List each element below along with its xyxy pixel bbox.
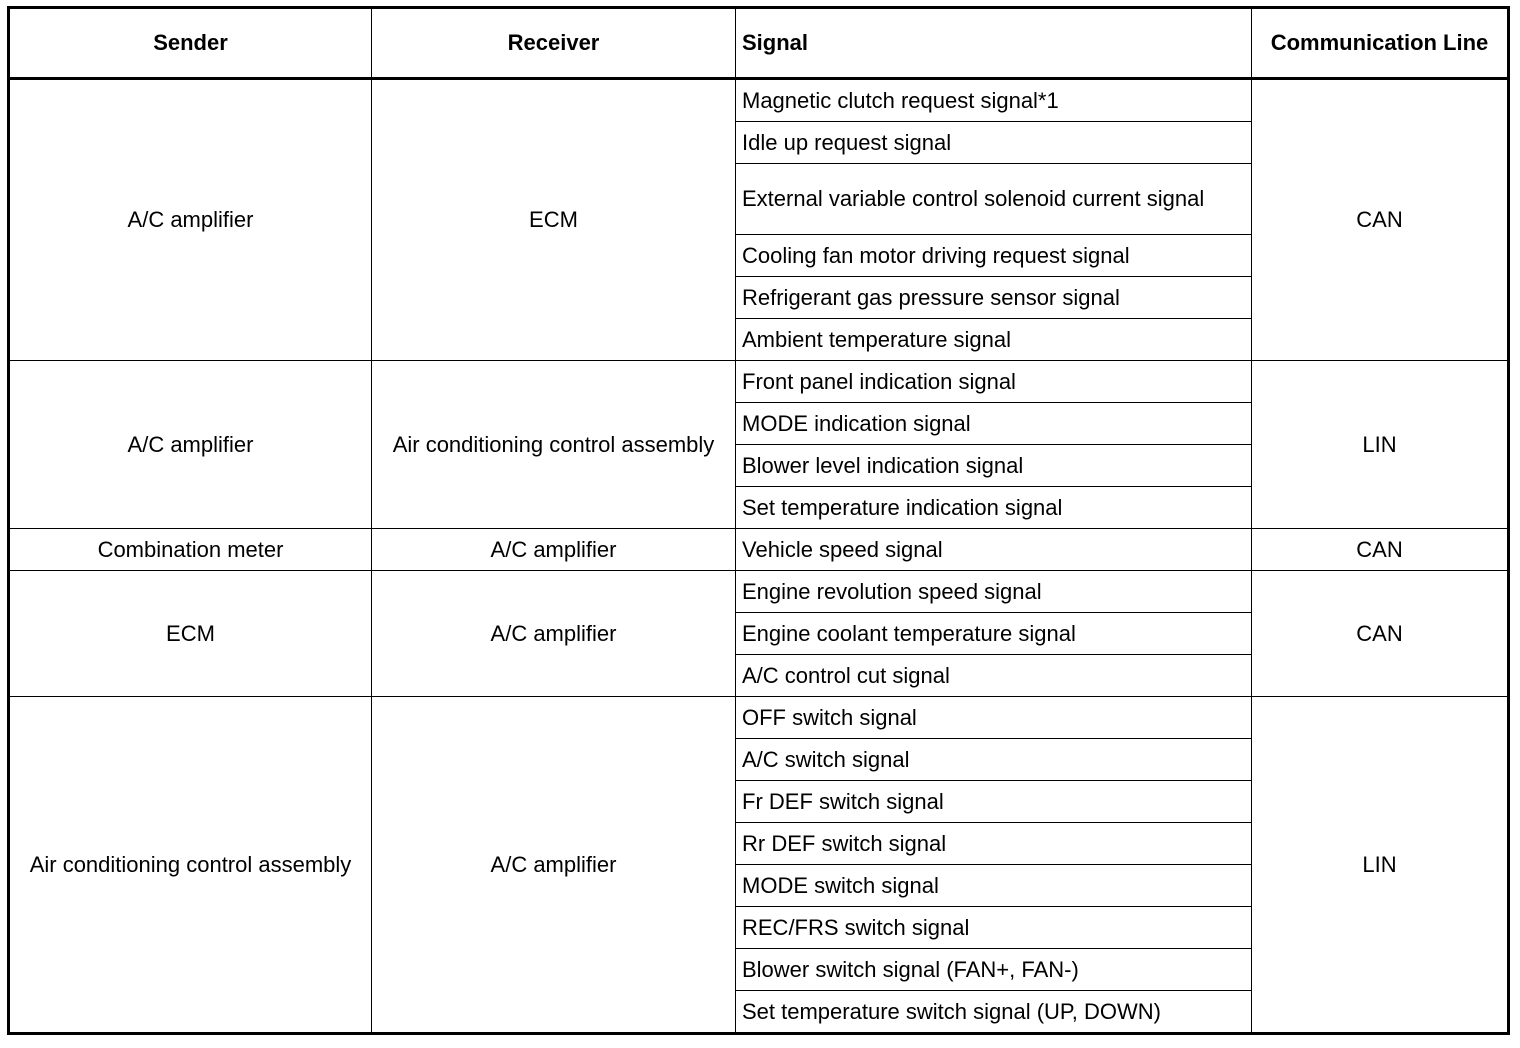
- signal-cell: Set temperature switch signal (UP, DOWN): [736, 991, 1252, 1034]
- signal-cell: OFF switch signal: [736, 697, 1252, 739]
- communication-line-cell: LIN: [1252, 697, 1509, 1034]
- receiver-cell: Air conditioning control assembly: [372, 361, 736, 529]
- sender-cell: Combination meter: [9, 529, 372, 571]
- signal-cell: Blower switch signal (FAN+, FAN-): [736, 949, 1252, 991]
- sender-cell: Air conditioning control assembly: [9, 697, 372, 1034]
- signal-cell: Cooling fan motor driving request signal: [736, 235, 1252, 277]
- header-signal: Signal: [736, 8, 1252, 79]
- signal-cell: External variable control solenoid current signal: [736, 164, 1252, 235]
- signal-cell: Refrigerant gas pressure sensor signal: [736, 277, 1252, 319]
- table-row: [9, 571, 1509, 613]
- receiver-cell: A/C amplifier: [372, 529, 736, 571]
- signal-cell: Set temperature indication signal: [736, 487, 1252, 529]
- signal-cell: Blower level indication signal: [736, 445, 1252, 487]
- signal-cell: A/C control cut signal: [736, 655, 1252, 697]
- table-row: [9, 79, 1509, 122]
- communication-line-cell: CAN: [1252, 529, 1509, 571]
- communication-table: [7, 6, 1510, 1035]
- header-communication-line: Communication Line: [1252, 8, 1509, 79]
- communication-line-cell: CAN: [1252, 571, 1509, 697]
- communication-line-cell: CAN: [1252, 79, 1509, 361]
- signal-cell: Vehicle speed signal: [736, 529, 1252, 571]
- signal-cell: Engine revolution speed signal: [736, 571, 1252, 613]
- signal-cell: MODE indication signal: [736, 403, 1252, 445]
- signal-cell: Ambient temperature signal: [736, 319, 1252, 361]
- sender-cell: A/C amplifier: [9, 361, 372, 529]
- header-receiver: Receiver: [372, 8, 736, 79]
- signal-cell: Engine coolant temperature signal: [736, 613, 1252, 655]
- signal-cell: Rr DEF switch signal: [736, 823, 1252, 865]
- signal-cell: Fr DEF switch signal: [736, 781, 1252, 823]
- header-sender: Sender: [9, 8, 372, 79]
- signal-cell: REC/FRS switch signal: [736, 907, 1252, 949]
- table-row: [9, 529, 1509, 571]
- signal-cell: Magnetic clutch request signal*1: [736, 79, 1252, 122]
- sender-cell: ECM: [9, 571, 372, 697]
- signal-cell: MODE switch signal: [736, 865, 1252, 907]
- sender-cell: A/C amplifier: [9, 79, 372, 361]
- communication-line-cell: LIN: [1252, 361, 1509, 529]
- signal-cell: Idle up request signal: [736, 122, 1252, 164]
- signal-cell: A/C switch signal: [736, 739, 1252, 781]
- receiver-cell: ECM: [372, 79, 736, 361]
- table-row: [9, 697, 1509, 739]
- table-body: [9, 79, 1509, 1034]
- table-header: [9, 8, 1509, 79]
- receiver-cell: A/C amplifier: [372, 571, 736, 697]
- header-row: [9, 8, 1509, 79]
- signal-cell: Front panel indication signal: [736, 361, 1252, 403]
- table-row: [9, 361, 1509, 403]
- receiver-cell: A/C amplifier: [372, 697, 736, 1034]
